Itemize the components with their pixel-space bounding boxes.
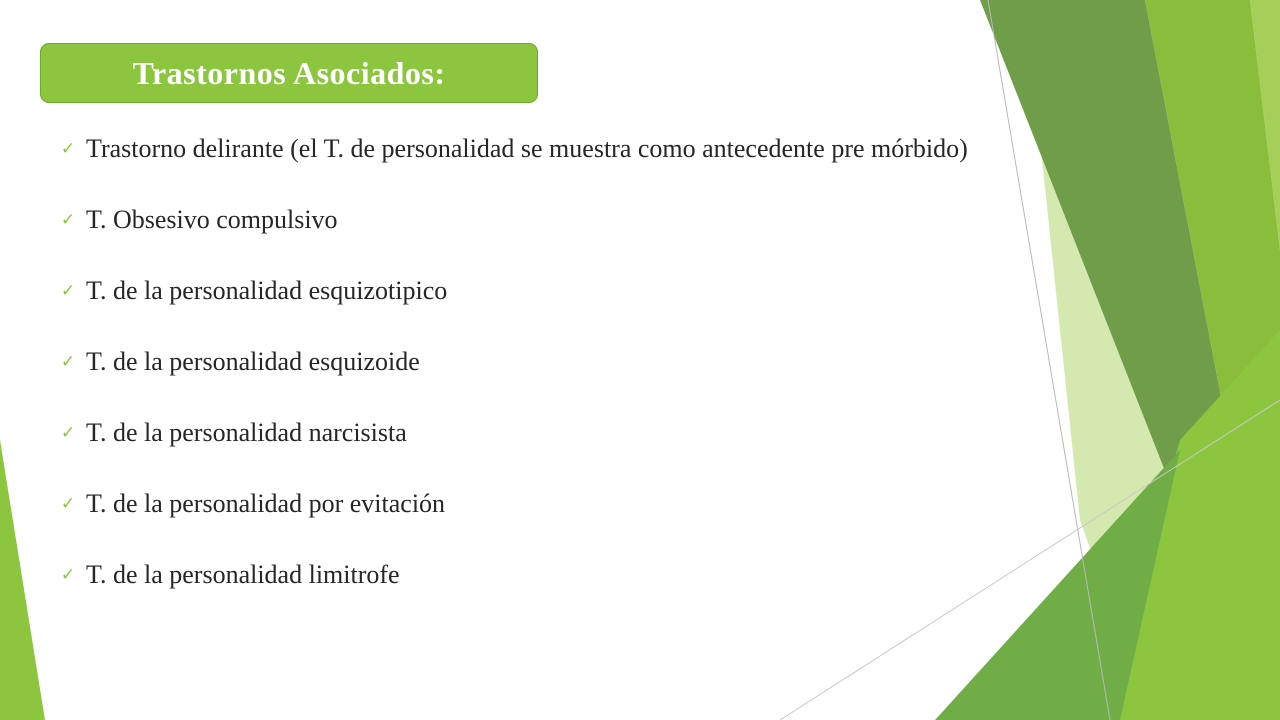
list-item: [50, 348, 1180, 419]
list-item-text: T. de la personalidad esquizotipico: [86, 276, 448, 305]
check-icon: ✓: [60, 565, 76, 585]
title-box: [40, 43, 538, 103]
check-icon: ✓: [60, 210, 76, 230]
check-icon: ✓: [60, 281, 76, 301]
bullet-list: [50, 135, 1180, 632]
list-item: [50, 135, 1180, 206]
slide-title: Trastornos Asociados:: [132, 54, 446, 91]
list-item-text: T. de la personalidad narcisista: [86, 418, 407, 447]
list-item: [50, 561, 1180, 632]
list-item: [50, 419, 1180, 490]
list-item-text: T. de la personalidad por evitación: [86, 489, 446, 518]
list-item-text: T. de la personalidad limitrofe: [86, 560, 400, 589]
list-item: [50, 206, 1180, 277]
check-icon: ✓: [60, 352, 76, 372]
list-item-text: T. de la personalidad esquizoide: [86, 347, 420, 376]
list-item: [50, 277, 1180, 348]
check-icon: ✓: [60, 139, 76, 159]
left-edge-shape: [0, 440, 45, 720]
list-item: [50, 490, 1180, 561]
check-icon: ✓: [60, 423, 76, 443]
list-item-text: T. Obsesivo compulsivo: [86, 205, 338, 234]
list-item-text: Trastorno delirante (el T. de personalidad se muestra como antecedente pre mórbido): [86, 134, 968, 163]
check-icon: ✓: [60, 494, 76, 514]
